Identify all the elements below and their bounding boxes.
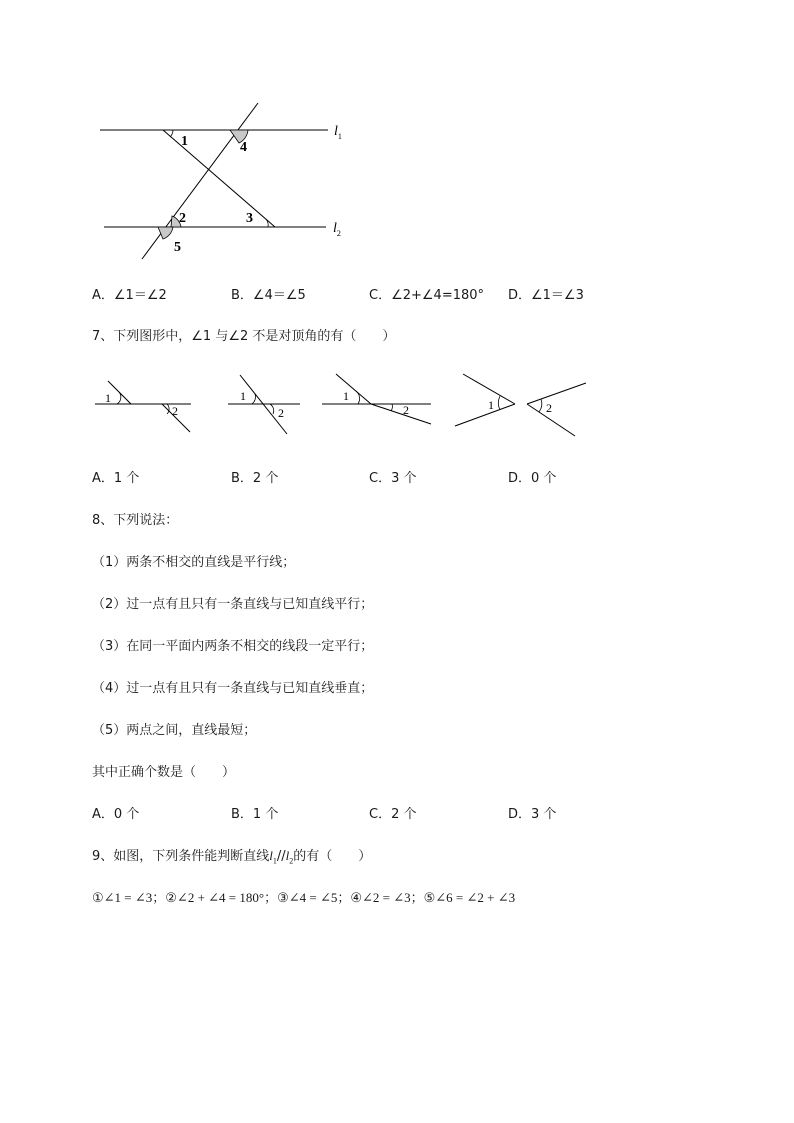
q7-option-d[interactable]: D．0 个: [508, 471, 557, 486]
q7-figure-1: [95, 381, 191, 432]
q8-statement-5: （5）两点之间，直线最短；: [92, 723, 257, 738]
line-label-l2: $l_2$: [333, 221, 341, 238]
q7-option-a[interactable]: A．1 个: [92, 471, 140, 486]
q8-statement-2: （2）过一点有且只有一条直线与已知直线平行；: [92, 597, 374, 612]
q7-figure-2: [228, 375, 300, 434]
q6-option-d[interactable]: D．∠1＝∠3: [508, 288, 584, 303]
q8-options: [0, 803, 794, 823]
q7-options: [0, 467, 794, 487]
q7-question: 7、下列图形中，∠1 与∠2 不是对顶角的有（ ）: [92, 329, 396, 344]
q6-options: [0, 284, 794, 304]
q6-option-b[interactable]: B．∠4＝∠5: [231, 288, 306, 303]
q7-figure-4: [455, 374, 586, 436]
q8-option-d[interactable]: D．3 个: [508, 807, 557, 822]
q8-option-c[interactable]: C．2 个: [369, 807, 417, 822]
q7-figures: [0, 365, 620, 445]
svg-text:1: 1: [105, 391, 111, 405]
angle-arc-5: [158, 227, 173, 239]
q8-option-a[interactable]: A．0 个: [92, 807, 140, 822]
q8-statement-3: （3）在同一平面内两条不相交的线段一定平行；: [92, 639, 374, 654]
svg-text:2: 2: [403, 403, 409, 417]
svg-text:2: 2: [546, 401, 552, 415]
svg-text:1: 1: [240, 389, 246, 403]
q7-option-c[interactable]: C．3 个: [369, 471, 417, 486]
svg-text:2: 2: [278, 406, 284, 420]
parallel-lines-figure: [0, 90, 360, 265]
angle-label-5: 5: [174, 240, 181, 255]
q6-option-c[interactable]: C．∠2+∠4=180°: [369, 288, 485, 303]
q8-option-b[interactable]: B．1 个: [231, 807, 279, 822]
q8-statement-1: （1）两条不相交的直线是平行线；: [92, 555, 296, 570]
line-label-l1: $l_1$: [334, 124, 342, 141]
svg-text:1: 1: [488, 398, 494, 412]
svg-text:2: 2: [172, 404, 178, 418]
q8-statement-4: （4）过一点有且只有一条直线与已知直线垂直；: [92, 681, 374, 696]
q9-question: 9、如图，下列条件能判断直线$l_1//l_2$的有（ ）: [92, 848, 372, 866]
angle-label-4: 4: [240, 140, 247, 155]
q7-option-b[interactable]: B．2 个: [231, 471, 279, 486]
q7-figure-3: [322, 374, 431, 424]
q9-conditions: ①∠1 = ∠3；②∠2 + ∠4 = 180°；③∠4 = ∠5；④∠2 = ∠3；⑤∠6 = ∠2 + ∠3: [92, 890, 516, 905]
q8-question: 8、下列说法：: [92, 513, 179, 528]
q8-prompt: 其中正确个数是（ ）: [92, 765, 236, 780]
q6-option-a[interactable]: A．∠1＝∠2: [92, 288, 167, 303]
svg-text:1: 1: [343, 389, 349, 403]
angle-label-1: 1: [181, 134, 188, 149]
transversal-a: [142, 103, 258, 259]
angle-label-3: 3: [246, 211, 253, 226]
angle-arc-1: [170, 130, 173, 137]
angle-label-2: 2: [179, 211, 186, 226]
